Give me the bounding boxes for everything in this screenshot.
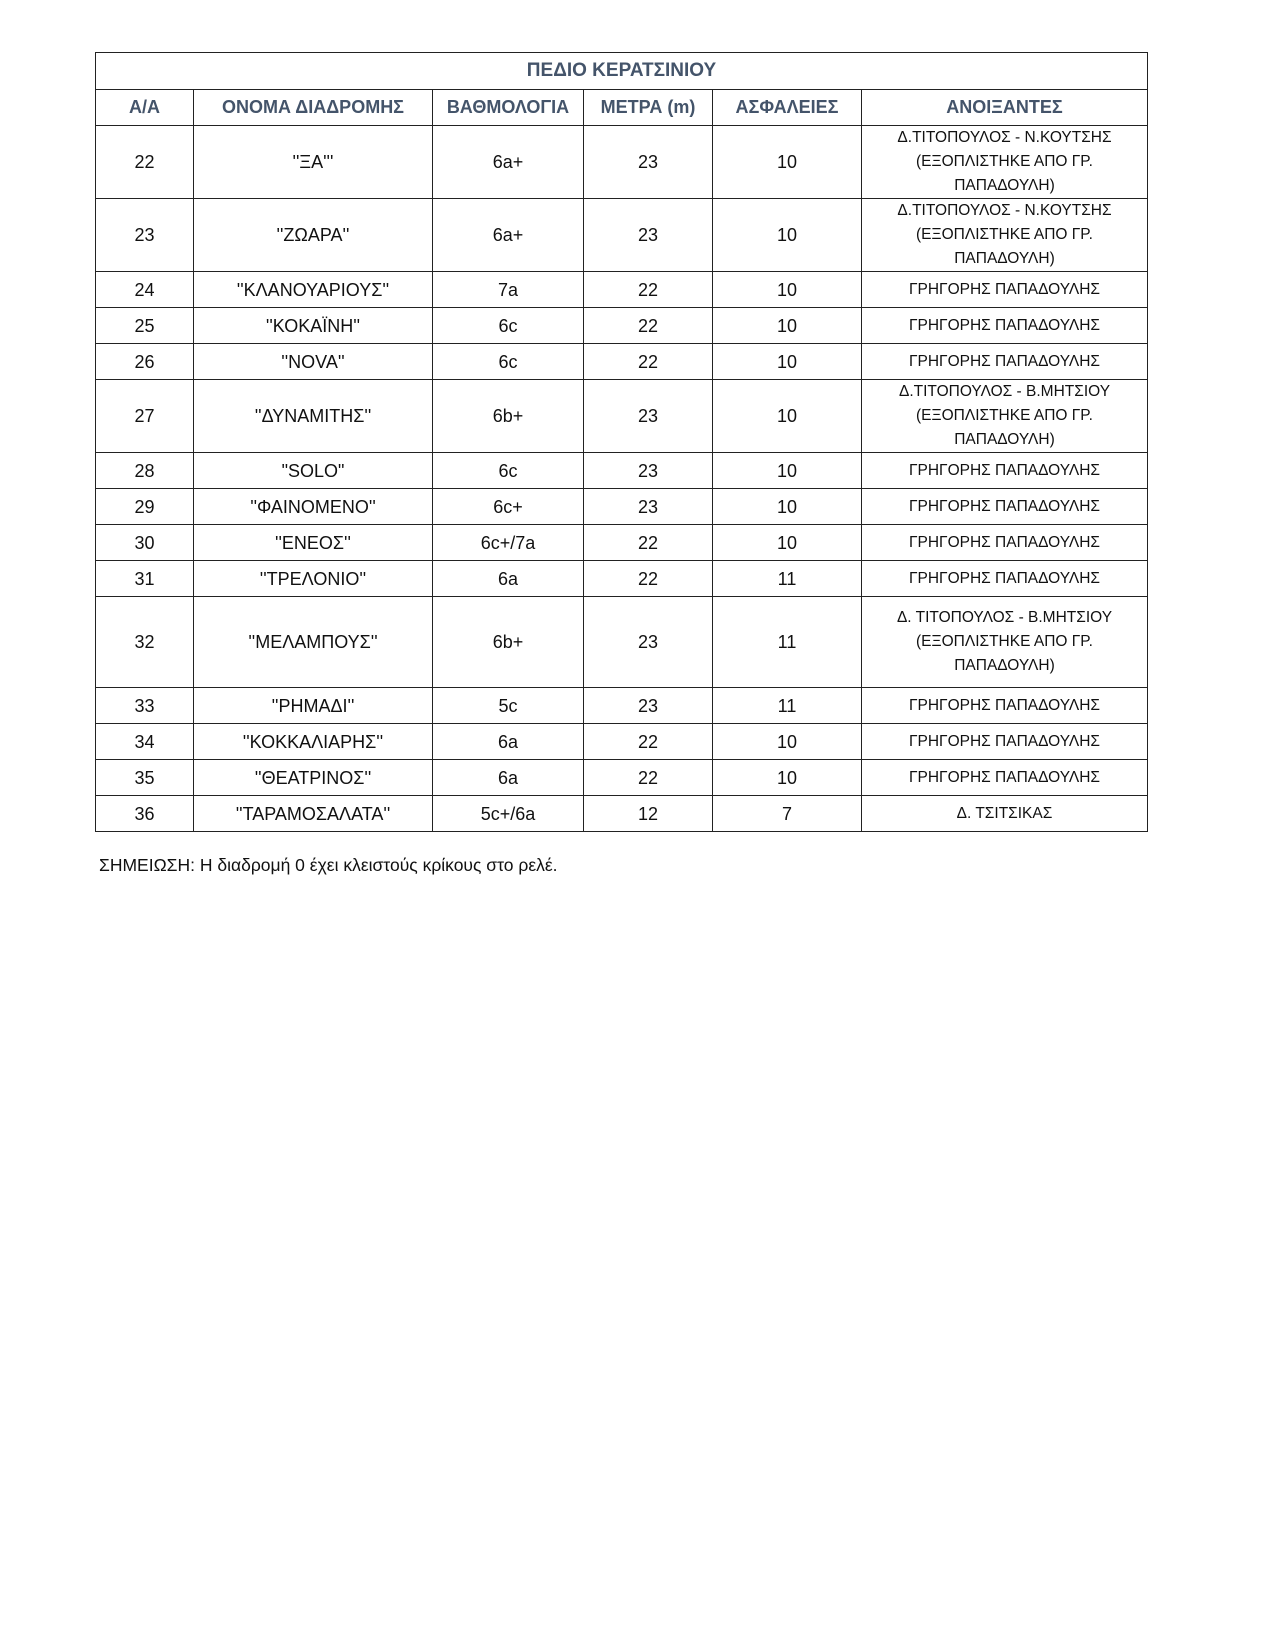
- cell-bolts: 10: [713, 760, 862, 796]
- opener-line: ΓΡΗΓΟΡΗΣ ΠΑΠΑΔΟΥΛΗΣ: [908, 768, 1101, 786]
- cell-grade: 6a: [433, 724, 584, 760]
- cell-number: 24: [96, 272, 194, 308]
- opener-line: Δ. ΤΣΙΤΣΙΚΑΣ: [956, 804, 1053, 822]
- opener-line: ΓΡΗΓΟΡΗΣ ΠΑΠΑΔΟΥΛΗΣ: [908, 461, 1101, 479]
- table-row: [96, 688, 1148, 724]
- opener-line: Δ.ΤΙΤΟΠΟΥΛΟΣ - Β.ΜΗΤΣΙΟΥ: [898, 383, 1111, 400]
- cell-route-name: ''NOVA'': [194, 344, 433, 380]
- table-row: [96, 489, 1148, 525]
- cell-bolts: 10: [713, 380, 862, 453]
- cell-route-name: ''ΘΕΑΤΡΙΝΟΣ'': [194, 760, 433, 796]
- cell-number: 26: [96, 344, 194, 380]
- cell-openers: [862, 308, 1148, 344]
- cell-meters: 23: [584, 453, 713, 489]
- opener-line: ΓΡΗΓΟΡΗΣ ΠΑΠΑΔΟΥΛΗΣ: [908, 569, 1101, 587]
- cell-number: 23: [96, 199, 194, 272]
- opener-line: ΓΡΗΓΟΡΗΣ ΠΑΠΑΔΟΥΛΗΣ: [908, 497, 1101, 515]
- opener-line: ΠΑΠΑΔΟΥΛΗ): [954, 431, 1055, 448]
- footnote: ΣΗΜΕΙΩΣΗ: Η διαδρομή 0 έχει κλειστούς κρίκους στο ρελέ.: [99, 855, 558, 875]
- cell-grade: 6c: [433, 308, 584, 344]
- cell-grade: 6b+: [433, 380, 584, 453]
- cell-bolts: 10: [713, 126, 862, 199]
- cell-route-name: ''ΔΥΝΑΜΙΤΗΣ'': [194, 380, 433, 453]
- cell-meters: 23: [584, 380, 713, 453]
- cell-meters: 23: [584, 126, 713, 199]
- table-row: [96, 597, 1148, 688]
- cell-grade: 6c+: [433, 489, 584, 525]
- table-row: [96, 126, 1148, 199]
- cell-meters: 23: [584, 688, 713, 724]
- cell-bolts: 10: [713, 453, 862, 489]
- opener-line: (ΕΞΟΠΛΙΣΤΗΚΕ ΑΠΟ ΓΡ.: [916, 153, 1093, 170]
- cell-bolts: 10: [713, 272, 862, 308]
- cell-number: 27: [96, 380, 194, 453]
- cell-number: 28: [96, 453, 194, 489]
- opener-line: ΠΑΠΑΔΟΥΛΗ): [954, 250, 1055, 267]
- cell-meters: 12: [584, 796, 713, 832]
- cell-bolts: 10: [713, 489, 862, 525]
- cell-openers: [862, 525, 1148, 561]
- cell-number: 35: [96, 760, 194, 796]
- table-header-row: [96, 90, 1148, 126]
- cell-grade: 6c: [433, 344, 584, 380]
- cell-number: 25: [96, 308, 194, 344]
- cell-number: 30: [96, 525, 194, 561]
- table-row: [96, 760, 1148, 796]
- cell-bolts: 11: [713, 561, 862, 597]
- cell-route-name: ''ΖΩΑΡΑ'': [194, 199, 433, 272]
- cell-bolts: 10: [713, 525, 862, 561]
- cell-grade: 6a+: [433, 199, 584, 272]
- cell-number: 29: [96, 489, 194, 525]
- cell-openers: [862, 796, 1148, 832]
- cell-route-name: ''ΕΝΕΟΣ'': [194, 525, 433, 561]
- header-bolts: ΑΣΦΑΛΕΙΕΣ: [713, 90, 862, 126]
- opener-line: ΓΡΗΓΟΡΗΣ ΠΑΠΑΔΟΥΛΗΣ: [908, 732, 1101, 750]
- cell-openers: [862, 453, 1148, 489]
- cell-meters: 22: [584, 724, 713, 760]
- routes-sheet: [95, 52, 1147, 832]
- routes-table: [95, 52, 1148, 832]
- table-row: [96, 561, 1148, 597]
- cell-route-name: ''ΡΗΜΑΔΙ'': [194, 688, 433, 724]
- cell-meters: 23: [584, 199, 713, 272]
- cell-grade: 6c+/7a: [433, 525, 584, 561]
- cell-grade: 5c+/6a: [433, 796, 584, 832]
- cell-number: 34: [96, 724, 194, 760]
- cell-number: 31: [96, 561, 194, 597]
- cell-openers: [862, 561, 1148, 597]
- cell-route-name: "SOLO": [194, 453, 433, 489]
- table-row: [96, 308, 1148, 344]
- cell-number: 32: [96, 597, 194, 688]
- cell-grade: 6a: [433, 760, 584, 796]
- cell-bolts: 10: [713, 199, 862, 272]
- table-title-row: [96, 53, 1148, 90]
- table-row: [96, 344, 1148, 380]
- cell-number: 33: [96, 688, 194, 724]
- cell-route-name: ''ΤΑΡΑΜΟΣΑΛΑΤΑ'': [194, 796, 433, 832]
- cell-openers: [862, 126, 1148, 199]
- opener-line: (ΕΞΟΠΛΙΣΤΗΚΕ ΑΠΟ ΓΡ.: [916, 226, 1093, 243]
- header-number: Α/Α: [96, 90, 194, 126]
- cell-meters: 23: [584, 489, 713, 525]
- opener-line: ΠΑΠΑΔΟΥΛΗ): [954, 657, 1055, 674]
- cell-number: 22: [96, 126, 194, 199]
- opener-line: Δ.ΤΙΤΟΠΟΥΛΟΣ - Ν.ΚΟΥΤΣΗΣ: [897, 129, 1112, 146]
- header-meters: ΜΕΤΡΑ (m): [584, 90, 713, 126]
- opener-line: ΓΡΗΓΟΡΗΣ ΠΑΠΑΔΟΥΛΗΣ: [908, 696, 1101, 714]
- cell-grade: 6c: [433, 453, 584, 489]
- cell-grade: 6a+: [433, 126, 584, 199]
- cell-route-name: ''ΜΕΛΑΜΠΟΥΣ'': [194, 597, 433, 688]
- cell-openers: [862, 489, 1148, 525]
- cell-route-name: ''ΤΡΕΛΟΝΙΟ'': [194, 561, 433, 597]
- cell-meters: 22: [584, 760, 713, 796]
- header-openers: ΑΝΟΙΞΑΝΤΕΣ: [862, 90, 1148, 126]
- cell-meters: 22: [584, 308, 713, 344]
- cell-openers: [862, 724, 1148, 760]
- opener-line: Δ.ΤΙΤΟΠΟΥΛΟΣ - Ν.ΚΟΥΤΣΗΣ: [897, 202, 1112, 219]
- table-row: [96, 199, 1148, 272]
- cell-meters: 22: [584, 561, 713, 597]
- cell-openers: [862, 199, 1148, 272]
- opener-line: Δ. ΤΙΤΟΠΟΥΛΟΣ - Β.ΜΗΤΣΙΟΥ: [896, 609, 1113, 626]
- cell-grade: 7a: [433, 272, 584, 308]
- cell-openers: [862, 380, 1148, 453]
- cell-route-name: ''ΚΟΚΑΪΝΗ'': [194, 308, 433, 344]
- opener-line: ΓΡΗΓΟΡΗΣ ΠΑΠΑΔΟΥΛΗΣ: [908, 352, 1101, 370]
- opener-line: (ΕΞΟΠΛΙΣΤΗΚΕ ΑΠΟ ΓΡ.: [916, 407, 1093, 424]
- table-row: [96, 796, 1148, 832]
- cell-route-name: ''ΞΑ''': [194, 126, 433, 199]
- opener-line: ΓΡΗΓΟΡΗΣ ΠΑΠΑΔΟΥΛΗΣ: [908, 280, 1101, 298]
- table-row: [96, 724, 1148, 760]
- cell-openers: [862, 760, 1148, 796]
- table-row: [96, 525, 1148, 561]
- cell-grade: 6a: [433, 561, 584, 597]
- cell-openers: [862, 344, 1148, 380]
- cell-bolts: 10: [713, 724, 862, 760]
- cell-openers: [862, 597, 1148, 688]
- cell-meters: 23: [584, 597, 713, 688]
- cell-bolts: 11: [713, 597, 862, 688]
- header-route-name: ΟΝΟΜΑ ΔΙΑΔΡΟΜΗΣ: [194, 90, 433, 126]
- table-row: [96, 272, 1148, 308]
- cell-route-name: ''ΚΟΚΚΑΛΙΑΡΗΣ'': [194, 724, 433, 760]
- opener-line: ΓΡΗΓΟΡΗΣ ΠΑΠΑΔΟΥΛΗΣ: [908, 316, 1101, 334]
- cell-number: 36: [96, 796, 194, 832]
- table-row: [96, 380, 1148, 453]
- cell-openers: [862, 272, 1148, 308]
- cell-openers: [862, 688, 1148, 724]
- cell-grade: 5c: [433, 688, 584, 724]
- cell-bolts: 10: [713, 344, 862, 380]
- table-row: [96, 453, 1148, 489]
- opener-line: (ΕΞΟΠΛΙΣΤΗΚΕ ΑΠΟ ΓΡ.: [916, 633, 1093, 650]
- cell-bolts: 11: [713, 688, 862, 724]
- cell-meters: 22: [584, 344, 713, 380]
- cell-route-name: ''ΚΛΑΝΟΥΑΡΙΟΥΣ'': [194, 272, 433, 308]
- cell-grade: 6b+: [433, 597, 584, 688]
- cell-route-name: ''ΦΑΙΝΟΜΕΝΟ'': [194, 489, 433, 525]
- opener-line: ΓΡΗΓΟΡΗΣ ΠΑΠΑΔΟΥΛΗΣ: [908, 533, 1101, 551]
- opener-line: ΠΑΠΑΔΟΥΛΗ): [954, 177, 1055, 194]
- header-grade: ΒΑΘΜΟΛΟΓΙΑ: [433, 90, 584, 126]
- cell-bolts: 10: [713, 308, 862, 344]
- cell-meters: 22: [584, 272, 713, 308]
- cell-meters: 22: [584, 525, 713, 561]
- table-body: [96, 126, 1148, 832]
- table-title: ΠΕΔΙΟ ΚΕΡΑΤΣΙΝΙΟΥ: [96, 53, 1148, 90]
- cell-bolts: 7: [713, 796, 862, 832]
